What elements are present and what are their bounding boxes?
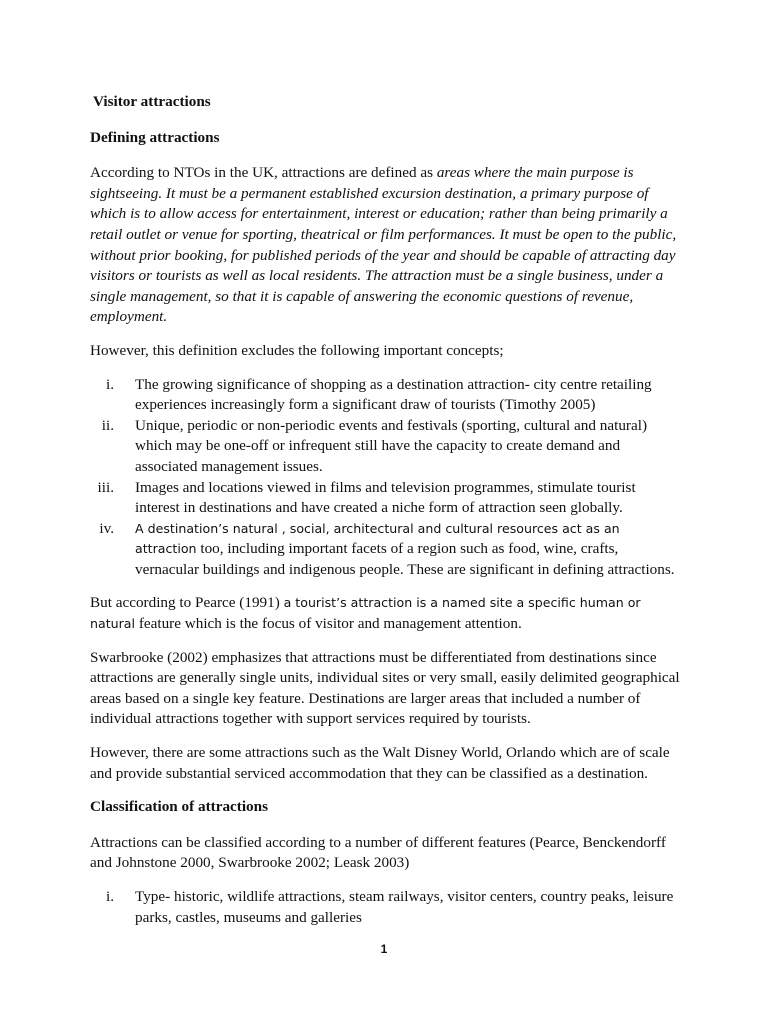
definition-paragraph — [90, 163, 680, 328]
definition-lead: According to NTOs in the UK, attractions are defined as — [90, 164, 437, 182]
list-text: Type- historic, wildlife attractions, steam railways, visitor centers, country peaks, leisure parks, castles, museums and galleries — [135, 888, 674, 926]
definition-text: areas where the main purpose is sightseeing. It must be a permanent established excursion destination, a primary purpose of which is to allow access for entertainment, interest or education; rather than being primarily a retail outlet or venue for sporting, theatrical or film performances. It must be open to the public, without prior booking, for published periods of the year and should be capable of attracting day visitors or tourists as well as local residents. The attraction must be a single business, under a single management, so that it is capable of answering the economic questions of revenue, employment. — [90, 164, 677, 326]
list-text: too, including important facets of a region such as food, wine, crafts, vernacular buildings and indigenous people. These are significant in defining attractions. — [135, 540, 675, 578]
exclusions-list — [90, 375, 680, 581]
swarbrooke-paragraph: Swarbrooke (2002) emphasizes that attractions must be differentiated from destinations since attractions are generally single units, individual sites or very small, easily delimited geographical areas based on a single key feature. Destinations are larger areas that included a number of individual attractions together with support services required by tourists. — [90, 648, 680, 728]
list-number: i. — [105, 375, 114, 393]
list-text: The growing significance of shopping as a destination attraction- city centre retailing experiences increasingly form a significant draw of tourists (Timothy 2005) — [135, 375, 652, 414]
list-number: ii. — [101, 416, 114, 434]
list-number: i. — [105, 888, 114, 905]
classification-list — [90, 887, 680, 928]
pearce-tail: feature which is the focus of visitor and management attention. — [135, 615, 522, 633]
classification-paragraph: Attractions can be classified according to a number of different features (Pearce, Benckendorff and Johnstone 2000, Swarbrooke 2002; Leask 2003) — [90, 833, 666, 872]
list-item — [90, 478, 680, 519]
disney-paragraph: However, there are some attractions such as the Walt Disney World, Orlando which are of scale and provide substantial serviced accommodation that they can be classified as a destination. — [90, 744, 670, 782]
page-number: 1 — [380, 942, 388, 956]
list-item — [90, 416, 680, 478]
list-item — [90, 887, 680, 928]
pearce-paragraph — [90, 593, 680, 634]
document-heading: Visitor attractions — [93, 93, 211, 110]
list-number: iii. — [97, 478, 114, 496]
list-item — [90, 375, 680, 416]
pearce-lead: But according to Pearce (1991) — [90, 594, 284, 612]
section-title-classification: Classification of attractions — [90, 798, 269, 816]
list-item — [90, 519, 680, 581]
pearce-quote: a tourist’s attraction is a named site a specific human or natural — [90, 595, 641, 632]
list-text: Unique, periodic or non-periodic events and festivals (sporting, cultural and natural) which may be one-off or infrequent still have the capacity to create demand and associated management issues. — [135, 416, 647, 475]
document-body — [90, 92, 680, 941]
list-text: Images and locations viewed in films and television programmes, stimulate tourist interest in destinations and have created a niche form of attraction seen globally. — [135, 478, 636, 517]
section-title-defining: Defining attractions — [90, 128, 220, 146]
exclusions-intro: However, this definition excludes the following important concepts; — [90, 341, 504, 359]
list-number: iv. — [99, 519, 114, 537]
list-text-sans: A destination’s natural , social, architectural and cultural resources act as an attraction — [135, 520, 620, 557]
